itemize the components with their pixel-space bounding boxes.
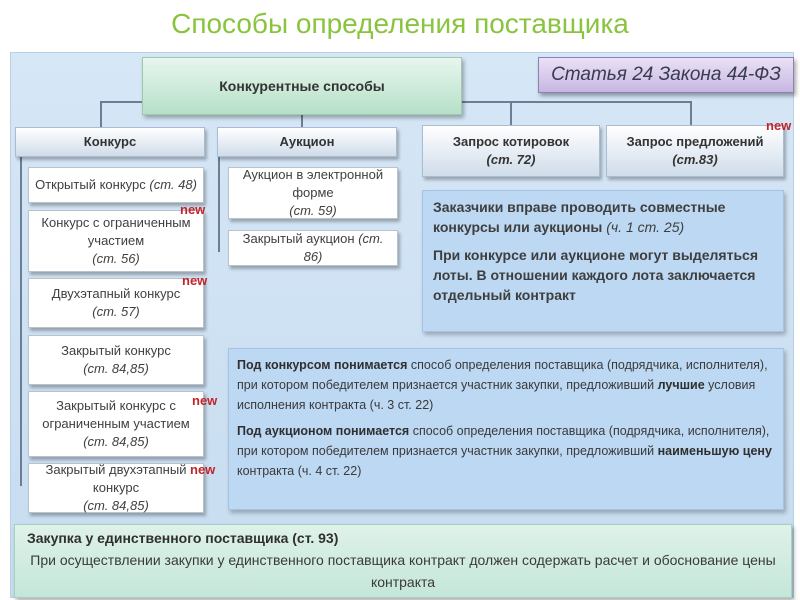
connector-drop-proposal	[690, 101, 692, 125]
new-label-limited: new	[180, 202, 206, 217]
definitions-note: Под конкурсом понимается способ определения поставщика (подрядчика, исполнителя), при котором победителем признается участник закупки, предложивший лучшие условия исполнения контракта (ч. 3 ст. 22) Под аукционом понимается способ определения поставщика (подрядчика, исполнителя), при котором победителем признается участник закупки, предложивший наименьшую цену контракта (ч. 4 ст. 22)	[228, 348, 784, 510]
new-label-closed-limited: new	[192, 393, 218, 408]
single-supplier-box	[14, 524, 792, 598]
new-label-two-stage: new	[182, 273, 208, 288]
connector-drop-contest	[100, 101, 102, 127]
single-supplier-title: Закупка у единственного поставщика (ст. 93)	[27, 530, 339, 546]
auction-item-closed: Закрытый аукцион (ст. 86)	[228, 230, 398, 266]
single-supplier-text: При осуществлении закупки у единственного поставщика контракт должен содержать расчет и обоснование цены контракта	[30, 552, 776, 590]
connector-contest-spine	[20, 156, 22, 486]
new-label-proposal: new	[766, 118, 792, 133]
contest-item-closed: Закрытый конкурс (ст. 84,85)	[28, 335, 204, 385]
page-title: Способы определения поставщика	[171, 8, 629, 39]
quotation-request-header: Запрос котировок (ст. 72)	[422, 125, 600, 177]
contest-item-two-stage: Двухэтапный конкурс (ст. 57)	[28, 278, 204, 328]
connector-bar-left	[100, 101, 142, 103]
connector-drop-quotation	[510, 101, 512, 125]
new-label-closed-two-stage: new	[190, 462, 216, 477]
contest-item-open: Открытый конкурс (ст. 48)	[28, 167, 204, 203]
contest-item-closed-limited: Закрытый конкурс с ограниченным участием (ст. 84,85)	[28, 391, 204, 457]
connector-bar-right	[462, 101, 692, 103]
connector-auction-spine	[218, 156, 220, 252]
law-reference-badge: Статья 24 Закона 44-ФЗ	[538, 57, 794, 93]
contest-item-limited: Конкурс с ограниченным участием (ст. 56)	[28, 210, 204, 272]
connector-drop-auction	[301, 115, 303, 127]
proposal-request-header: Запрос предложений (ст.83)	[606, 125, 784, 177]
auction-item-electronic: Аукцион в электронной форме (ст. 59)	[228, 167, 398, 219]
joint-procurement-note: Заказчики вправе проводить совместные конкурсы или аукционы (ч. 1 ст. 25) При конкурсе или аукционе могут выделяться лоты. В отношении каждого лота заключается отдельный контракт	[422, 190, 784, 332]
contest-header: Конкурс	[15, 127, 205, 157]
contest-item-closed-two-stage: Закрытый двухэтапный конкурс (ст. 84,85)	[28, 463, 204, 513]
auction-header: Аукцион	[217, 127, 397, 157]
competitive-methods-header: Конкурентные способы	[142, 57, 462, 115]
